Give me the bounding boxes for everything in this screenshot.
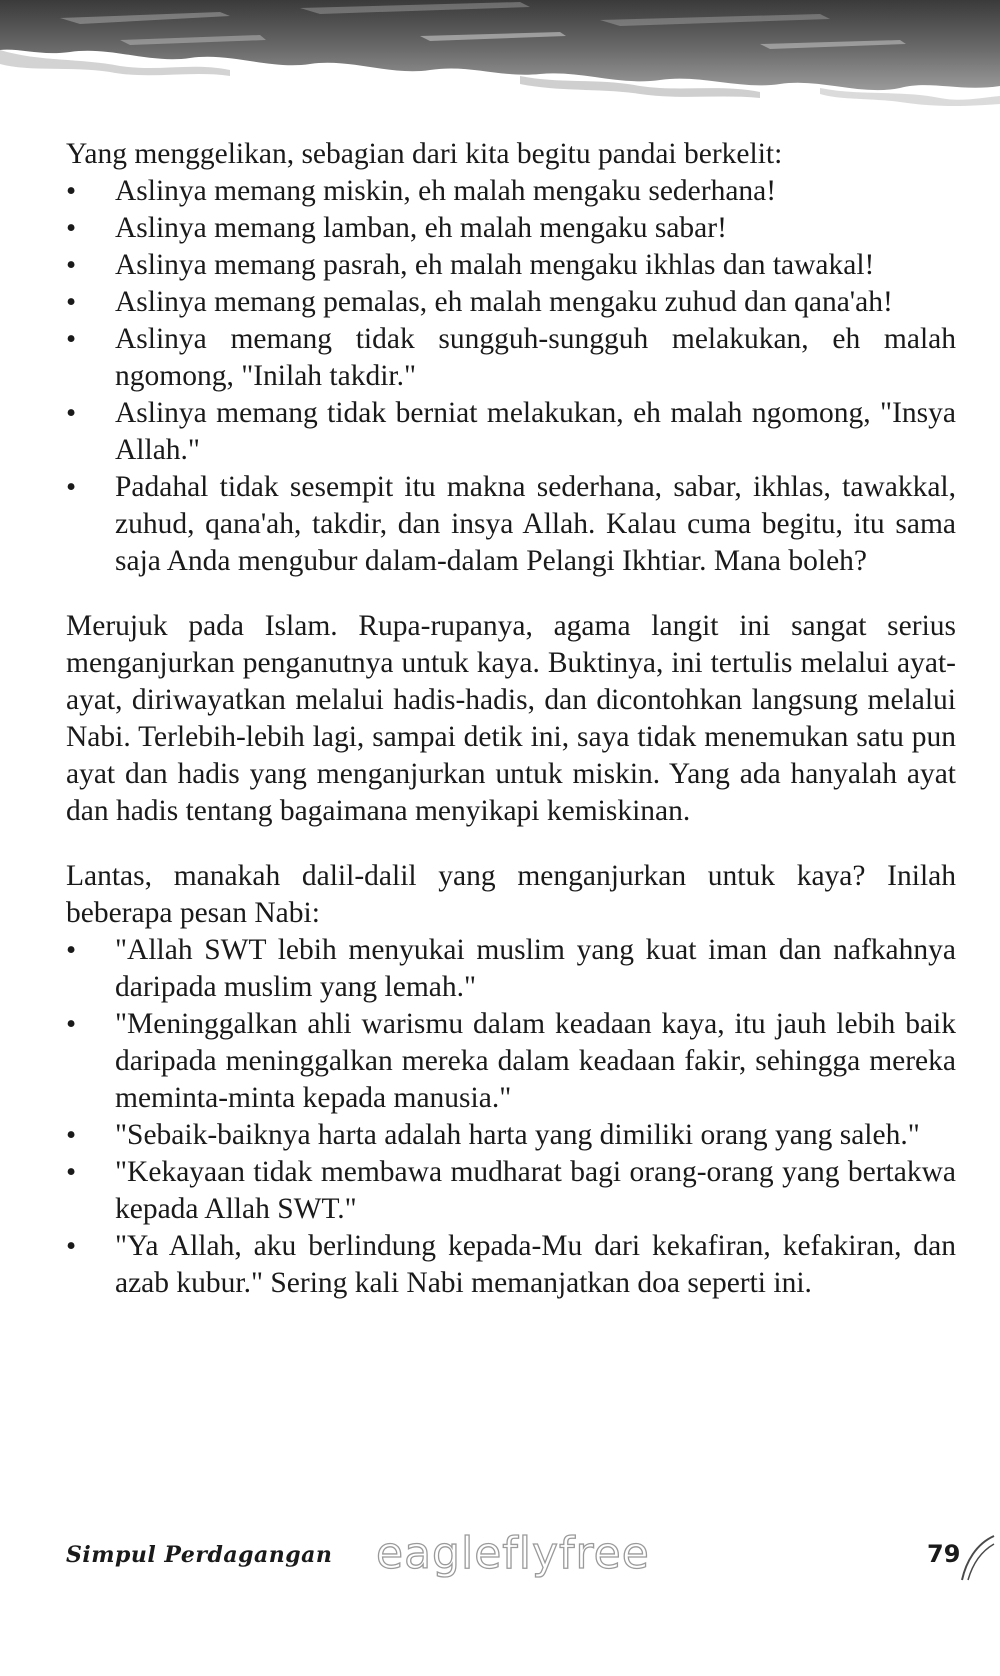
list-item	[66, 284, 956, 321]
list-item-text: Padahal tidak sesempit itu makna sederhana, sabar, ikhlas, tawakkal, zuhud, qana'ah, takdir, dan insya Allah. Kalau cuma begitu, itu sama saja Anda mengubur dalam-dalam Pelangi Ikhtiar. Mana boleh?	[115, 471, 956, 577]
bullet-icon: •	[66, 1008, 77, 1040]
bullet-icon: •	[66, 249, 77, 281]
list-item	[66, 210, 956, 247]
list-item	[66, 173, 956, 210]
page-number: 79	[927, 1540, 961, 1568]
bullet-icon: •	[66, 397, 77, 429]
bullet-icon: •	[66, 323, 77, 355]
list-item	[66, 932, 956, 1006]
bullet-icon: •	[66, 286, 77, 318]
list-item-text: "Ya Allah, aku berlindung kepada-Mu dari kekafiran, kefakiran, dan azab kubur." Sering kali Nabi memanjatkan doa seperti ini.	[115, 1230, 956, 1299]
bullet-icon: •	[66, 212, 77, 244]
list-item-text: Aslinya memang tidak sungguh-sungguh melakukan, eh malah ngomong, "Inilah takdir."	[115, 323, 956, 392]
list-item-text: Aslinya memang miskin, eh malah mengaku sederhana!	[115, 175, 777, 207]
book-title: Simpul Perdagangan	[66, 1542, 333, 1568]
list-item-text: "Allah SWT lebih menyukai muslim yang kuat iman dan nafkahnya daripada muslim yang lemah."	[115, 934, 956, 1003]
paragraph-2: Merujuk pada Islam. Rupa-rupanya, agama langit ini sangat serius menganjurkan penganutnya untuk kaya. Buktinya, ini tertulis melalui ayat-ayat, diriwayatkan melalui hadis-hadis, dan dicontohkan langsung melalui Nabi. Terlebih-lebih lagi, sampai detik ini, saya tidak menemukan satu pun ayat dan hadis yang menganjurkan untuk miskin. Yang ada hanyalah ayat dan hadis tentang bagaimana menyikapi kemiskinan.	[66, 610, 956, 827]
watermark-text: eagleflyfree	[376, 1528, 650, 1579]
header-decorative-band	[0, 0, 1000, 110]
list-item	[66, 1154, 956, 1228]
corner-swoosh-icon	[958, 1532, 998, 1587]
list-item-text: "Sebaik-baiknya harta adalah harta yang dimiliki orang yang saleh."	[115, 1119, 920, 1151]
bullet-icon: •	[66, 934, 77, 966]
bullet-icon: •	[66, 1156, 77, 1188]
paragraph-spacer	[66, 580, 956, 608]
list-item-text: Aslinya memang pasrah, eh malah mengaku ikhlas dan tawakal!	[115, 249, 875, 281]
bullet-icon: •	[66, 471, 77, 503]
bullet-icon: •	[66, 175, 77, 207]
list-item	[66, 1228, 956, 1302]
page-body	[66, 136, 956, 1302]
paragraph-1-bullet-list	[66, 173, 956, 580]
list-item-text: "Meninggalkan ahli warismu dalam keadaan kaya, itu jauh lebih baik daripada meninggalkan mereka dalam keadaan fakir, sehingga mereka meminta-minta kepada manusia."	[115, 1008, 956, 1114]
list-item-text: "Kekayaan tidak membawa mudharat bagi orang-orang yang bertakwa kepada Allah SWT."	[115, 1156, 956, 1225]
bullet-icon: •	[66, 1230, 77, 1262]
list-item-text: Aslinya memang lamban, eh malah mengaku sabar!	[115, 212, 727, 244]
list-item	[66, 469, 956, 580]
list-item	[66, 395, 956, 469]
paragraph-3-intro: Lantas, manakah dalil-dalil yang menganjurkan untuk kaya? Inilah beberapa pesan Nabi:	[66, 860, 956, 929]
list-item	[66, 1117, 956, 1154]
bullet-icon: •	[66, 1119, 77, 1151]
list-item	[66, 1006, 956, 1117]
list-item-text: Aslinya memang pemalas, eh malah mengaku zuhud dan qana'ah!	[115, 286, 893, 318]
list-item-text: Aslinya memang tidak berniat melakukan, eh malah ngomong, "Insya Allah."	[115, 397, 956, 466]
paragraph-1-intro: Yang menggelikan, sebagian dari kita begitu pandai berkelit:	[66, 138, 783, 170]
list-item	[66, 321, 956, 395]
paragraph-spacer	[66, 830, 956, 858]
header-brush-texture	[0, 0, 1000, 110]
list-item	[66, 247, 956, 284]
paragraph-3-bullet-list	[66, 932, 956, 1302]
